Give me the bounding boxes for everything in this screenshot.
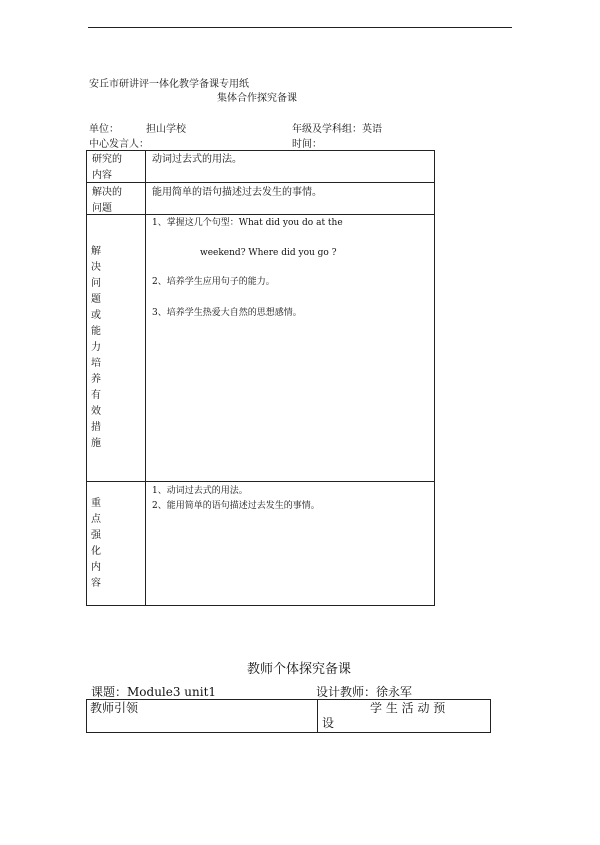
- measure-item-3: 3、培养学生热爱大自然的思想感情。: [152, 308, 302, 318]
- row-label-problem: 解决的: [92, 187, 122, 198]
- row-divider: [86, 481, 435, 482]
- measure-item-1: 1、掌握这几个句型：What did you do at the: [152, 218, 343, 228]
- row-divider: [86, 214, 435, 215]
- page-subtitle: 集体合作探究备课: [217, 93, 297, 104]
- row-label-problem-2: 问题: [92, 203, 112, 214]
- org-title: 安丘市研讲评一体化教学备课专用纸: [89, 79, 249, 90]
- student-activity-header-2: 设: [322, 716, 335, 730]
- grade-label: 年级及学科组：英语: [292, 124, 382, 135]
- collective-prep-table: [86, 150, 435, 606]
- unit-value: 担山学校: [146, 124, 186, 135]
- row-divider: [86, 182, 435, 183]
- row-label-measures: 解 决 问 题 或 能 力 培 养 有 效 措 施: [91, 246, 101, 449]
- designer-name: 设计教师：徐永军: [316, 685, 413, 699]
- column-divider: [317, 699, 318, 733]
- teacher-guide-header: 教师引领: [90, 701, 139, 715]
- row-label-research: 研究的: [92, 154, 122, 165]
- speaker-label: 中心发言人：: [89, 139, 149, 150]
- section-title: 教师个体探究备课: [247, 662, 352, 677]
- problem-content: 能用简单的语句描述过去发生的事情。: [152, 187, 322, 198]
- row-label-key-points: 重 点 强 化 内 容: [91, 498, 101, 589]
- measure-item-2: 2、培养学生应用句子的能力。: [152, 277, 275, 287]
- top-rule: [88, 27, 512, 28]
- lesson-topic: 课题：Module3 unit1: [91, 685, 217, 699]
- key-point-2: 2、能用简单的语句描述过去发生的事情。: [152, 501, 320, 511]
- key-point-1: 1、动词过去式的用法。: [152, 486, 248, 496]
- time-label: 时间：: [292, 139, 322, 150]
- measure-item-1-cont: weekend? Where did you go ?: [200, 248, 337, 258]
- individual-prep-table: [86, 699, 491, 733]
- student-activity-header: 学 生 活 动 预: [370, 701, 446, 715]
- row-label-research-2: 内容: [92, 170, 112, 181]
- research-content: 动词过去式的用法。: [152, 154, 242, 165]
- unit-label: 单位：: [89, 124, 119, 135]
- column-divider: [145, 150, 146, 606]
